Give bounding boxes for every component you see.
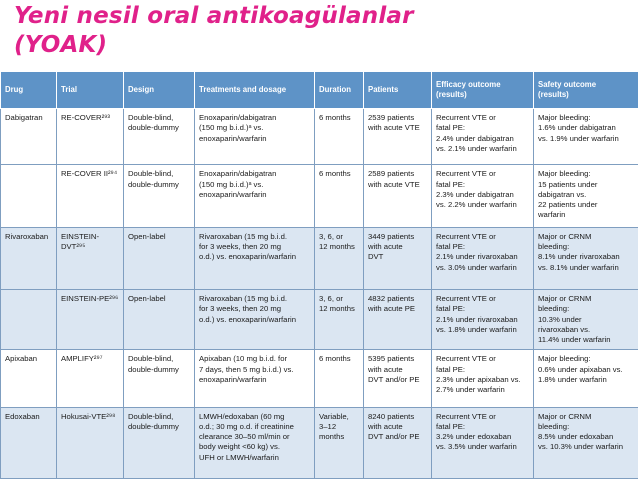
cell-design: Double-blind, double-dummy [124,407,195,478]
cell-duration: 6 months [315,165,364,227]
header-safety: Safety outcome (results) [534,72,638,109]
cell-trial: RE-COVER²⁹³ [57,109,124,165]
cell-drug [1,289,57,349]
cell-efficacy: Recurrent VTE or fatal PE: 2.3% under dabigatran vs. 2.2% under warfarin [432,165,534,227]
cell-safety: Major bleeding: 0.6% under apixaban vs. 1.8% under warfarin [534,350,638,407]
title-line-1: Yeni nesil oral antikoagülanlar [14,3,414,29]
header-patients: Patients [364,72,432,109]
cell-design: Open-label [124,227,195,289]
cell-drug: Dabigatran [1,109,57,165]
cell-patients: 2589 patients with acute VTE [364,165,432,227]
cell-duration: 6 months [315,109,364,165]
header-efficacy: Efficacy outcome (results) [432,72,534,109]
cell-treatment: Enoxaparin/dabigatran (150 mg b.i.d.)ᵃ vs. enoxaparin/warfarin [195,109,315,165]
table-header-row [1,72,638,109]
cell-duration: 3, 6, or 12 months [315,289,364,349]
cell-trial: AMPLIFY²⁹⁷ [57,350,124,407]
cell-safety: Major bleeding: 15 patients under dabigatran vs. 22 patients under warfarin [534,165,638,227]
cell-design: Double-blind, double-dummy [124,350,195,407]
title-line-2: (YOAK) [14,32,108,58]
cell-efficacy: Recurrent VTE or fatal PE: 2.3% under apixaban vs. 2.7% under warfarin [432,350,534,407]
page-title [14,2,414,60]
table-row [1,407,638,478]
header-trial: Trial [57,72,124,109]
table-row [1,350,638,407]
cell-drug: Edoxaban [1,407,57,478]
cell-efficacy: Recurrent VTE or fatal PE: 3.2% under edoxaban vs. 3.5% under warfarin [432,407,534,478]
cell-treatment: LMWH/edoxaban (60 mg o.d.; 30 mg o.d. if creatinine clearance 30–50 ml/min or body weight <60 kg) vs. UFH or LMWH/warfarin [195,407,315,478]
cell-safety: Major bleeding: 1.6% under dabigatran vs. 1.9% under warfarin [534,109,638,165]
cell-trial: EINSTEIN- DVT²⁹⁵ [57,227,124,289]
cell-treatment: Rivaroxaban (15 mg b.i.d. for 3 weeks, then 20 mg o.d.) vs. enoxaparin/warfarin [195,289,315,349]
cell-patients: 5395 patients with acute DVT and/or PE [364,350,432,407]
cell-patients: 4832 patients with acute PE [364,289,432,349]
cell-safety: Major or CRNM bleeding: 10.3% under rivaroxaban vs. 11.4% under warfarin [534,289,638,349]
cell-treatment: Rivaroxaban (15 mg b.i.d. for 3 weeks, then 20 mg o.d.) vs. enoxaparin/warfarin [195,227,315,289]
noac-trials-table [0,71,638,479]
cell-drug: Rivaroxaban [1,227,57,289]
cell-drug [1,165,57,227]
header-drug: Drug [1,72,57,109]
cell-drug: Apixaban [1,350,57,407]
cell-treatment: Enoxaparin/dabigatran (150 mg b.i.d.)ᵃ vs. enoxaparin/warfarin [195,165,315,227]
cell-trial: EINSTEIN-PE²⁹⁶ [57,289,124,349]
table-row [1,289,638,349]
header-duration: Duration [315,72,364,109]
cell-efficacy: Recurrent VTE or fatal PE: 2.1% under rivaroxaban vs. 1.8% under warfarin [432,289,534,349]
cell-duration: Variable, 3–12 months [315,407,364,478]
cell-safety: Major or CRNM bleeding: 8.1% under rivaroxaban vs. 8.1% under warfarin [534,227,638,289]
table-row [1,109,638,165]
cell-design: Double-blind, double-dummy [124,109,195,165]
cell-patients: 2539 patients with acute VTE [364,109,432,165]
cell-patients: 8240 patients with acute DVT and/or PE [364,407,432,478]
cell-efficacy: Recurrent VTE or fatal PE: 2.1% under rivaroxaban vs. 3.0% under warfarin [432,227,534,289]
cell-design: Double-blind, double-dummy [124,165,195,227]
cell-safety: Major or CRNM bleeding: 8.5% under edoxaban vs. 10.3% under warfarin [534,407,638,478]
cell-efficacy: Recurrent VTE or fatal PE: 2.4% under dabigatran vs. 2.1% under warfarin [432,109,534,165]
cell-treatment: Apixaban (10 mg b.i.d. for 7 days, then 5 mg b.i.d.) vs. enoxaparin/warfarin [195,350,315,407]
cell-duration: 3, 6, or 12 months [315,227,364,289]
cell-patients: 3449 patients with acute DVT [364,227,432,289]
cell-trial: Hokusai-VTE²⁹⁸ [57,407,124,478]
table-row [1,227,638,289]
cell-trial: RE-COVER II²⁹⁴ [57,165,124,227]
header-design: Design [124,72,195,109]
cell-duration: 6 months [315,350,364,407]
cell-design: Open-label [124,289,195,349]
table-row [1,165,638,227]
header-treatments: Treatments and dosage [195,72,315,109]
